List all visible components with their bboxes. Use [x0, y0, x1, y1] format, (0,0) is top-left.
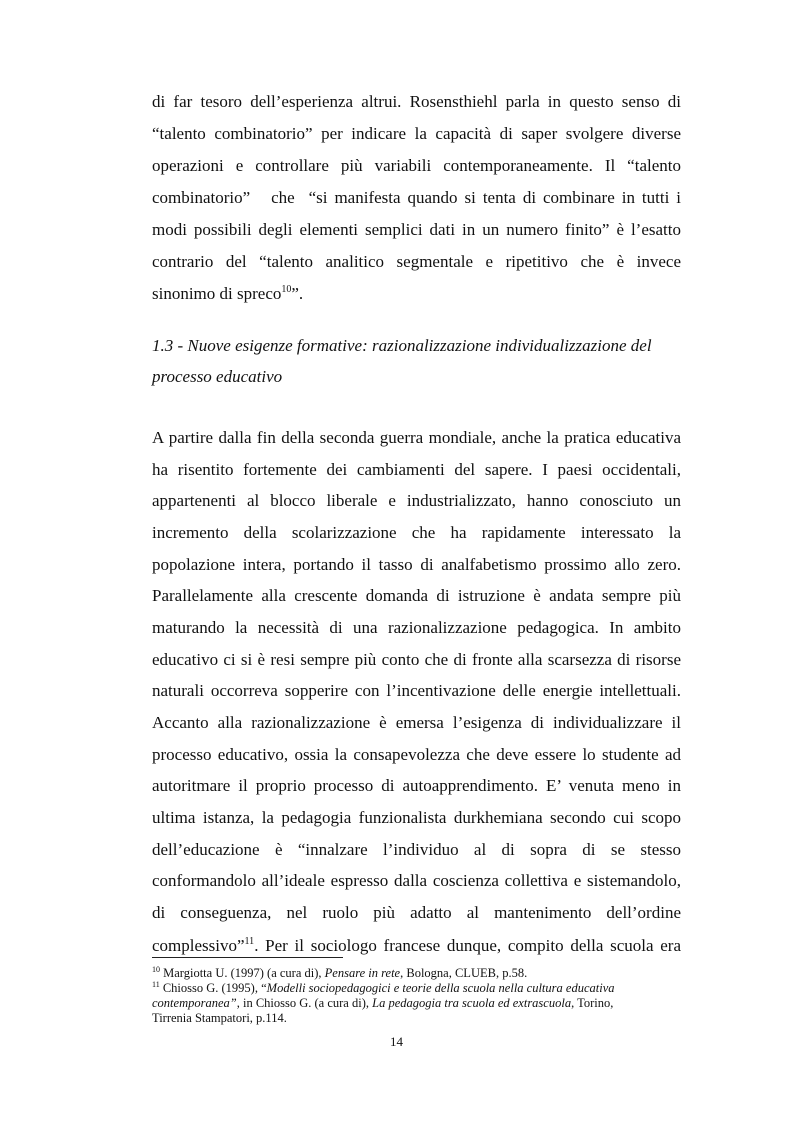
text-line: ultima istanza, la pedagogia funzionalista durkhemiana secondo cui scopo	[152, 808, 681, 827]
text-line: “talento combinatorio” per indicare la capacità di saper svolgere diverse	[152, 124, 681, 143]
text-line: maturando la necessità di una razionalizzazione pedagogica. In ambito	[152, 618, 681, 637]
text-line: di far tesoro dell’esperienza altrui. Rosensthiehl parla in questo senso di	[152, 92, 681, 111]
text-line: di conseguenza, nel ruolo più adatto al mantenimento dell’ordine	[152, 903, 681, 922]
text-line: popolazione intera, portando il tasso di analfabetismo prossimo allo zero.	[152, 555, 681, 574]
text-line: complessivo”$^{11}$. Per il sociologo francese dunque, compito della scuola era	[152, 936, 681, 955]
text-line: dell’educazione è “innalzare l’individuo al di sopra di se stesso	[152, 840, 681, 859]
footnote-ref-10[interactable]: 10	[281, 284, 292, 295]
footnote-separator	[152, 957, 343, 958]
text-line: autoritmare il proprio processo di autoapprendimento. E’ venuta meno in	[152, 776, 681, 795]
footnote-10: $^{10}$ Margiotta U. (1997) (a cura di), Pensare in rete, Bologna, CLUEB, p.58.	[152, 965, 528, 980]
text-line: contrario del “talento analitico segmentale e ripetitivo che è invece	[152, 252, 681, 271]
footnote-11-cont: contemporanea”, in Chiosso G. (a cura di), La pedagogia tra scuola ed extrascuola, Torino,	[152, 996, 614, 1010]
heading-line: processo educativo	[152, 367, 283, 386]
text-line: appartenenti al blocco liberale e industrializzato, hanno conosciuto un	[152, 491, 681, 510]
text-line: conformandolo all’ideale espresso dalla coscienza collettiva e sistemandolo,	[152, 871, 681, 890]
heading-line: 1.3 - Nuove esigenze formative: razionalizzazione individualizzazione del	[152, 336, 652, 355]
text-line: processo educativo, ossia la consapevolezza che deve essere lo studente ad	[152, 745, 681, 764]
text-line: A partire dalla fin della seconda guerra mondiale, anche la pratica educativa	[152, 428, 681, 447]
text-line: ha risentito fortemente dei cambiamenti del sapere. I paesi occidentali,	[152, 460, 681, 479]
text-line: naturali occorreva sopperire con l’incentivazione delle energie intellettuali.	[152, 681, 681, 700]
footnote-11-cont: Tirrenia Stampatori, p.114.	[152, 1011, 287, 1025]
text-line: educativo ci si è resi sempre più conto che di fronte alla scarsezza di risorse	[152, 650, 681, 669]
text-line: incremento della scolarizzazione che ha rapidamente interessato la	[152, 523, 681, 542]
footnote-11: $^{11}$ Chiosso G. (1995), “Modelli sociopedagogici e teorie della scuola nella cultura educativa	[152, 980, 615, 995]
text-line: Accanto alla razionalizzazione è emersa l’esigenza di individualizzare il	[152, 713, 681, 732]
footnote-ref-11[interactable]: 11	[244, 936, 255, 947]
text-line: sinonimo di spreco$^{10}$”.	[152, 284, 304, 303]
text-line: Parallelamente alla crescente domanda di istruzione è andata sempre più	[152, 586, 681, 605]
page-number: 14	[390, 1034, 403, 1049]
text-line: combinatorio” che “si manifesta quando si tenta di combinare in tutti i	[152, 188, 681, 207]
text-line: operazioni e controllare più variabili contemporaneamente. Il “talento	[152, 156, 681, 175]
text-line: modi possibili degli elementi semplici dati in un numero finito” è l’esatto	[152, 220, 681, 239]
